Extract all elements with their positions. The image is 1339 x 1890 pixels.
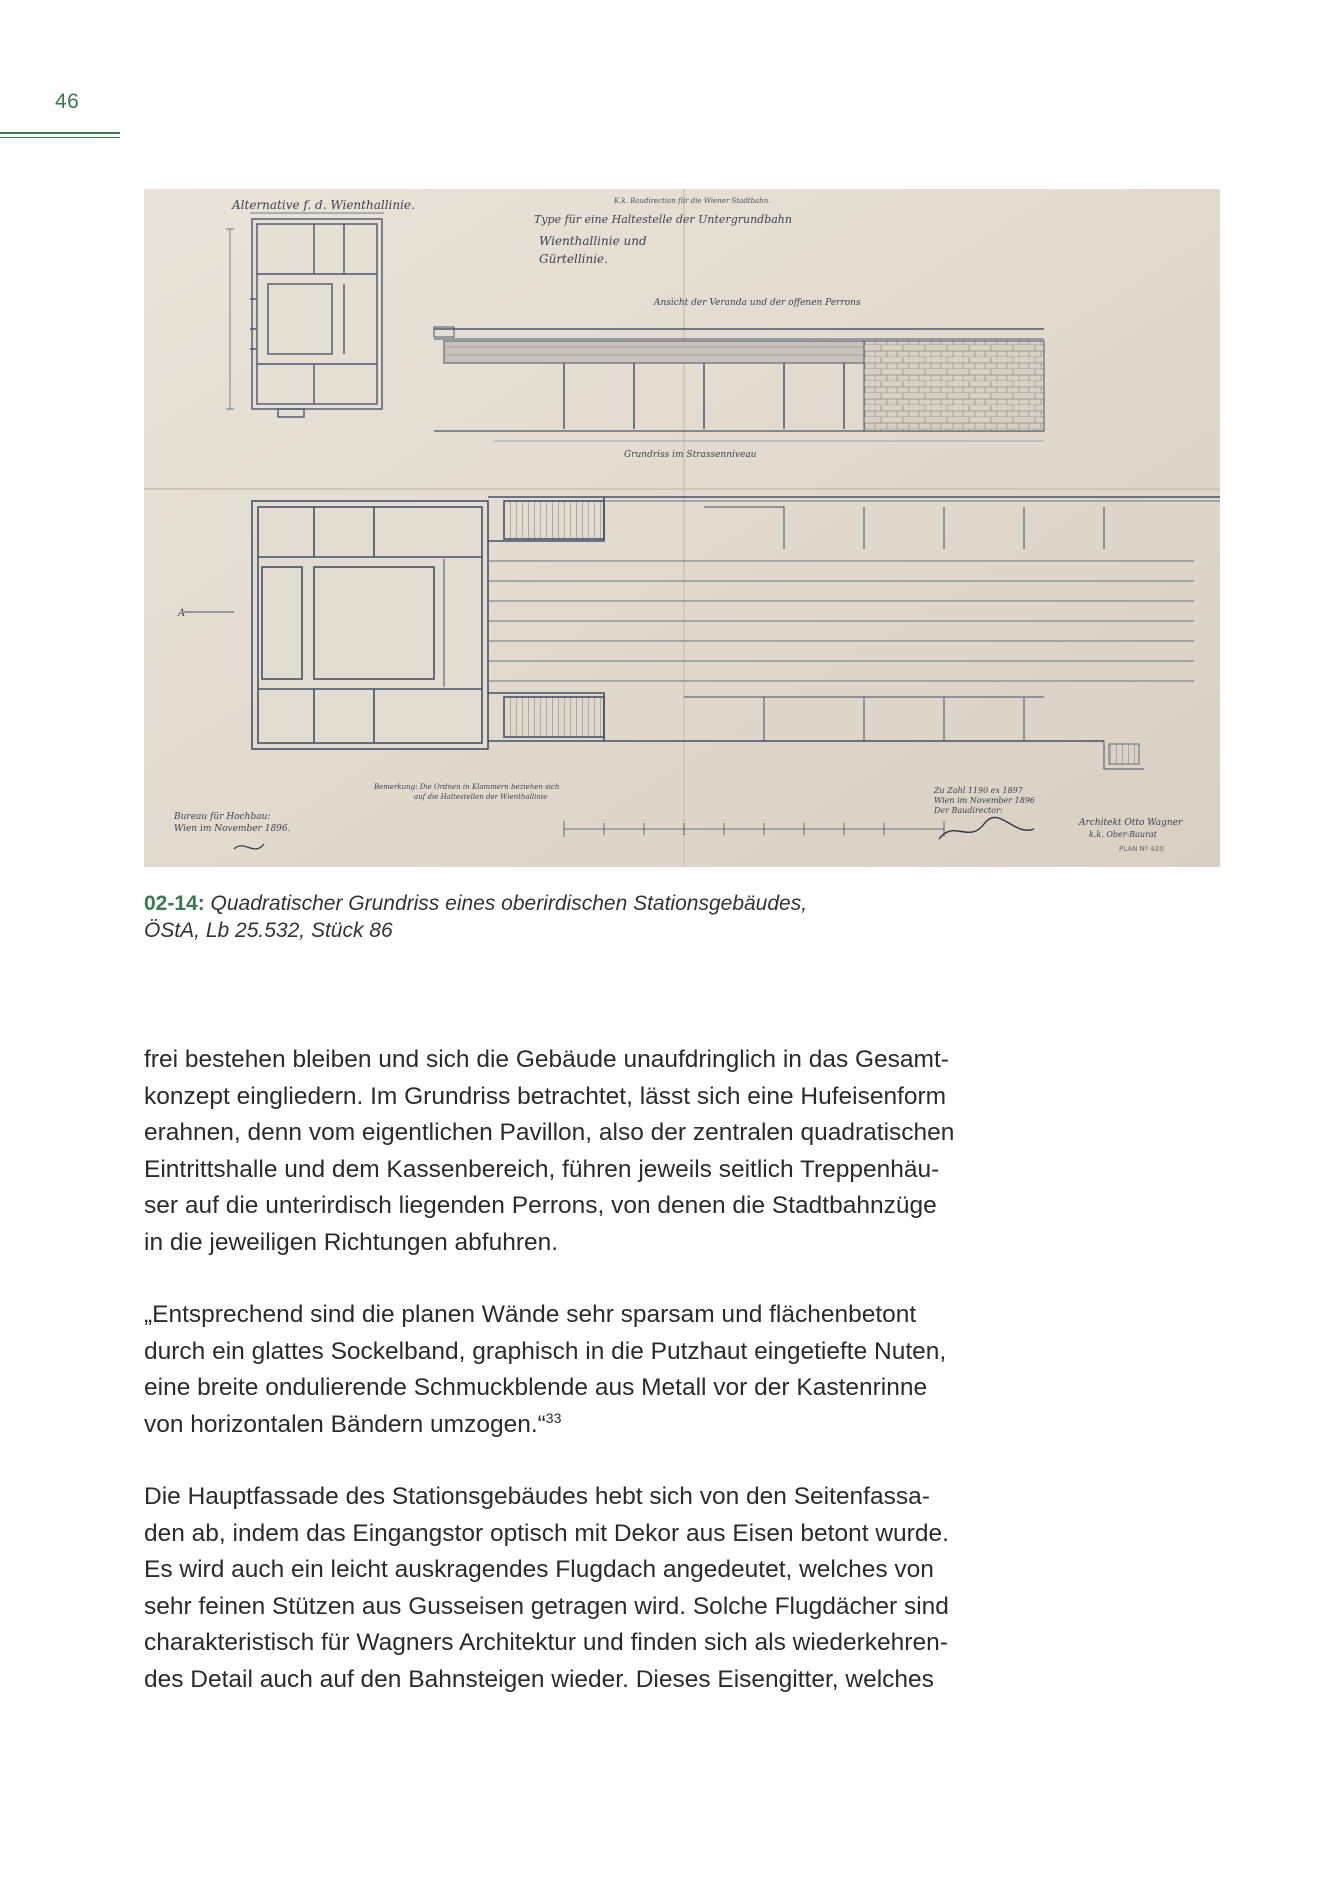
remark-line-1: Bemerkung: Die Ordnen in Klammern beziehen sich <box>374 783 560 791</box>
section-marker: A <box>178 608 186 619</box>
text-line: eine breite ondulierende Schmuckblende aus Metall vor der Kastenrinne <box>144 1374 928 1401</box>
architect-line-1: Architekt Otto Wagner <box>1079 818 1183 828</box>
text-line: Es wird auch ein leicht auskragendes Flugdach angedeutet, welches von <box>144 1556 934 1583</box>
caption-figure-id: 02-14: <box>144 892 205 915</box>
text-line: von horizontalen Bändern umzogen.“ <box>144 1410 546 1438</box>
text-line: in die jeweiligen Richtungen abfuhren. <box>144 1228 559 1256</box>
plan-title-alt: Alternative f. d. Wienthallinie. <box>232 198 415 212</box>
body-text <box>144 1042 1044 1734</box>
caption-line-2: ÖStA, Lb 25.532, Stück 86 <box>144 919 393 942</box>
office-note-2: Wien im November 1896. <box>174 824 291 834</box>
office-note-1: Bureau für Hochbau: <box>174 812 271 822</box>
plan-number: PLAN Nº 420 <box>1119 845 1164 853</box>
header-rule <box>0 132 120 134</box>
text-line: frei bestehen bleiben und sich die Gebäude unaufdringlich in das Gesamt- <box>144 1046 949 1073</box>
architectural-plan-drawing <box>144 189 1220 867</box>
architect-line-2: k.k. Ober-Baurat <box>1089 830 1157 839</box>
text-line-with-footnote <box>144 1407 1044 1444</box>
approval-1: Zu Zahl 1190 ex 1897 <box>934 786 1023 795</box>
text-line: charakteristisch für Wagners Architektur und finden sich als wiederkehren- <box>144 1629 948 1656</box>
paragraph-2-quote <box>144 1297 1044 1443</box>
approval-3: Der Baudirector: <box>934 806 1003 815</box>
text-line: Eintrittshalle und dem Kassenbereich, führen jeweils seitlich Treppenhäu- <box>144 1155 940 1183</box>
text-line: ser auf die unterirdisch liegenden Perrons, von denen die Stadtbahnzüge <box>144 1192 937 1219</box>
text-line: konzept eingliedern. Im Grundriss betrachtet, lässt sich eine Hufeisenform <box>144 1082 947 1110</box>
plan-title-direction: K.k. Baudirection für die Wiener Stadtbahn. <box>614 197 771 205</box>
approval-2: Wien im November 1896 <box>934 796 1035 805</box>
text-line: „Entsprechend sind die planen Wände sehr sparsam und flächenbetont <box>144 1301 917 1328</box>
paragraph-1 <box>144 1042 1044 1261</box>
text-line: sehr feinen Stützen aus Gusseisen getragen wird. Solche Flugdächer sind <box>144 1592 949 1620</box>
header-rule-thin <box>0 137 120 138</box>
text-line: durch ein glattes Sockelband, graphisch in die Putzhaut eingetiefte Nuten, <box>144 1337 947 1365</box>
text-line: erahnen, denn vom eigentlichen Pavillon, also der zentralen quadratischen <box>144 1119 955 1146</box>
plan-title-type: Type für eine Haltestelle der Untergrundbahn <box>534 213 792 226</box>
plan-title-line-guertel: Gürtellinie. <box>539 252 608 266</box>
page-number: 46 <box>55 90 80 113</box>
elevation-label: Ansicht der Veranda und der offenen Perrons <box>654 298 861 308</box>
text-line: des Detail auch auf den Bahnsteigen wieder. Dieses Eisengitter, welches <box>144 1665 934 1693</box>
text-line: Die Hauptfassade des Stationsgebäudes hebt sich von den Seitenfassa- <box>144 1483 930 1510</box>
figure-caption <box>144 890 1044 944</box>
paragraph-3 <box>144 1479 1044 1698</box>
caption-line-1: Quadratischer Grundriss eines oberirdischen Stationsgebäudes, <box>210 892 808 915</box>
plan-title-line-wien: Wienthallinie und <box>539 234 647 248</box>
footnote-ref[interactable]: 33 <box>545 1409 562 1426</box>
ground-plan-label: Grundriss im Strassenniveau <box>624 450 757 460</box>
text-line: den ab, indem das Eingangstor optisch mit Dekor aus Eisen betont wurde. <box>144 1519 949 1547</box>
remark-line-2: auf die Haltestellen der Wienthallinie <box>414 793 548 801</box>
plan-figure <box>144 189 1220 867</box>
